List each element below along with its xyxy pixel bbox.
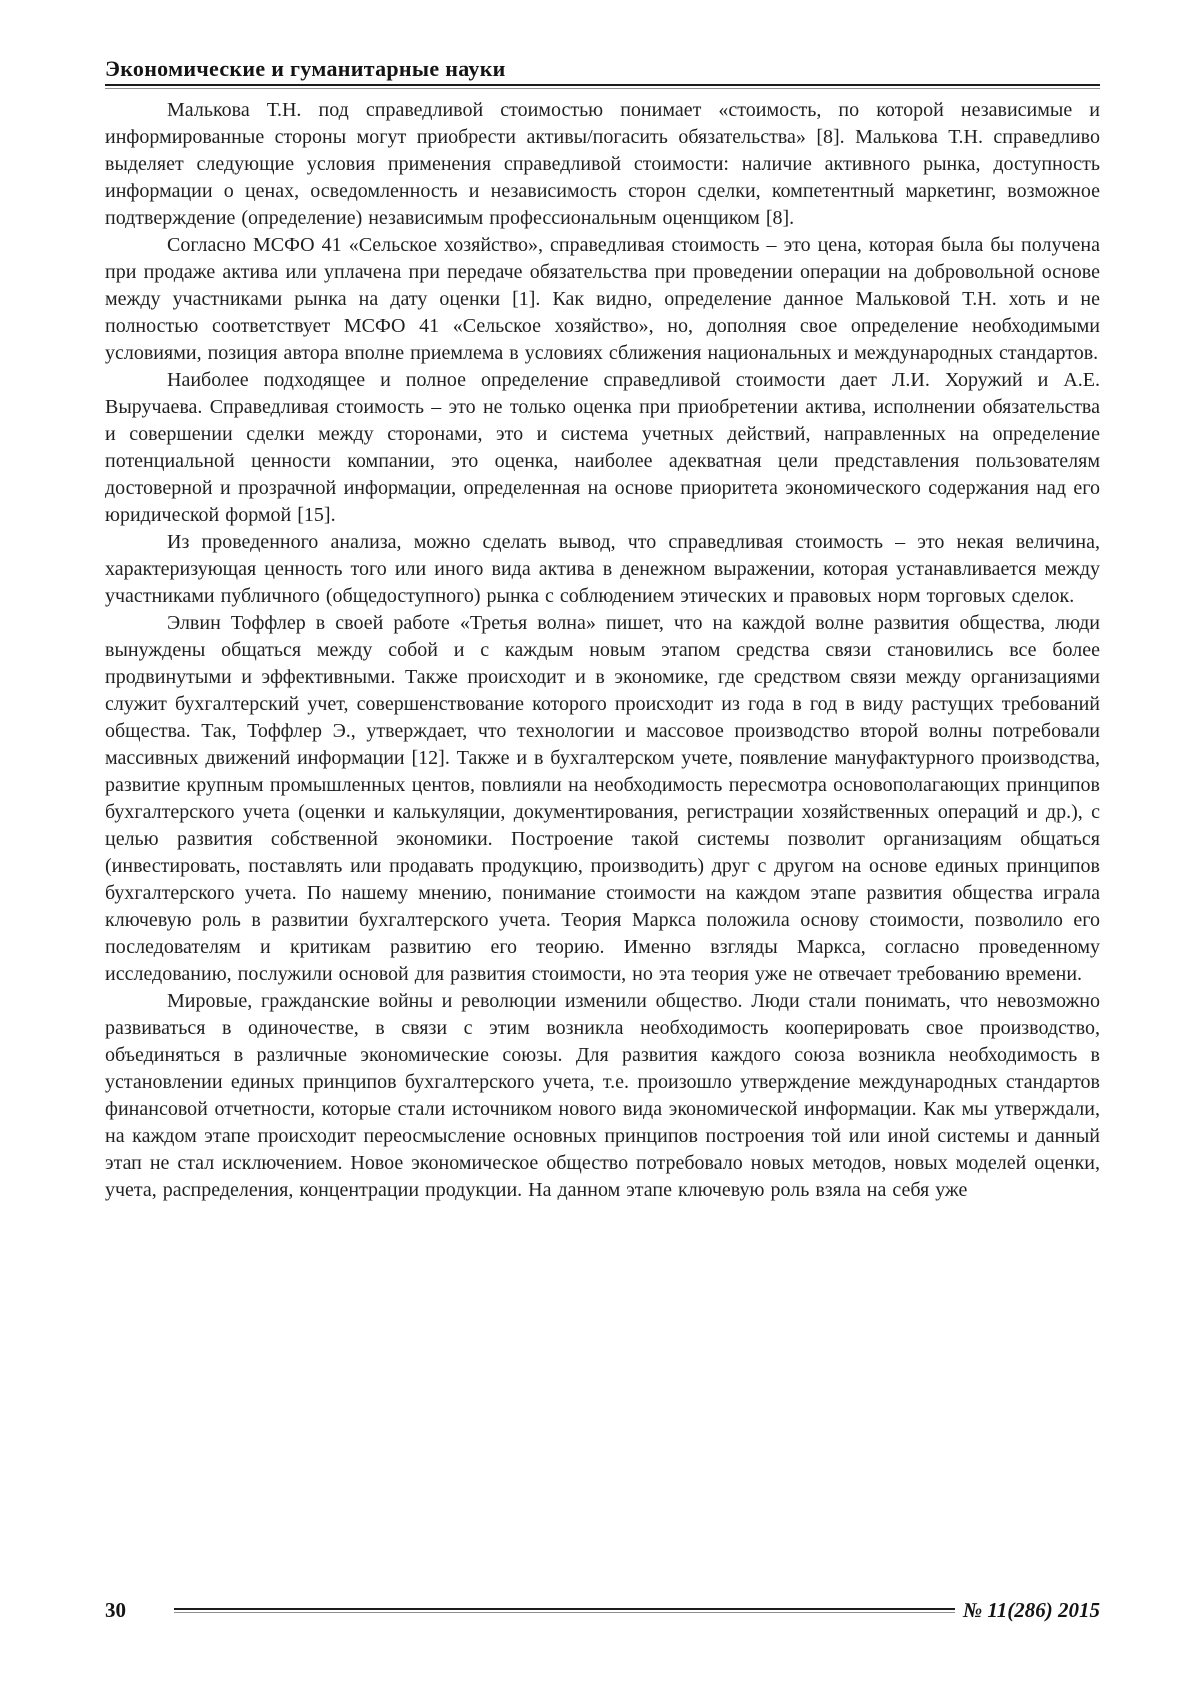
page-header	[105, 56, 1100, 89]
issue-label: № 11(286) 2015	[962, 1598, 1100, 1622]
paragraph-6: Мировые, гражданские войны и революции изменили общество. Люди стали понимать, что невозможно развиваться в одиночестве, в связи с этим возникла необходимость кооперировать свое производство, объединяться в различные экономические союзы. Для развития каждого союза возникла необходимость в установлении единых принципов бухгалтерского учета, т.е. произошло утверждение международных стандартов финансовой отчетности, которые стали источником нового вида экономической информации. Как мы утверждали, на каждом этапе происходит переосмысление основных принципов построения той или иной системы и данный этап не стал исключением. Новое экономическое общество потребовало новых методов, новых моделей оценки, учета, распределения, концентрации продукции. На данном этапе ключевую роль взяла на себя уже	[105, 990, 1100, 1201]
page-number: 30	[105, 1598, 126, 1622]
paragraph-4: Из проведенного анализа, можно сделать вывод, что справедливая стоимость – это некая величина, характеризующая ценность того или иного вида актива в денежном выражении, которая устанавливается между участниками публичного (общедоступного) рынка с соблюдением этических и правовых норм торговых сделок.	[105, 531, 1100, 607]
header-rule	[105, 84, 1100, 89]
footer-rule	[174, 1608, 955, 1613]
paragraph-3: Наиболее подходящее и полное определение справедливой стоимости дает Л.И. Хоружий и А.Е. Выручаева. Справедливая стоимость – это не только оценка при приобретении актива, исполнении обязательства и совершении сделки между сторонами, это и система учетных действий, направленных на определение потенциальной ценности компании, это оценка, наиболее адекватная цели представления пользователям достоверной и прозрачной информации, определенная на основе приоритета экономического содержания над его юридической формой [15].	[105, 369, 1100, 526]
paragraph-2: Согласно МСФО 41 «Сельское хозяйство», справедливая стоимость – это цена, которая была бы получена при продаже актива или уплачена при передаче обязательства при проведении операции на добровольной основе между участниками рынка на дату оценки [1]. Как видно, определение данное Мальковой Т.Н. хоть и не полностью соответствует МСФО 41 «Сельское хозяйство», но, дополняя свое определение необходимыми условиями, позиция автора вполне приемлема в условиях сближения национальных и международных стандартов.	[105, 234, 1100, 364]
running-head-title: Экономические и гуманитарные науки	[105, 56, 506, 81]
page-footer	[105, 1598, 1100, 1623]
article-body	[105, 97, 1100, 1204]
paragraph-1: Малькова Т.Н. под справедливой стоимостью понимает «стоимость, по которой независимые и информированные стороны могут приобрести активы/погасить обязательства» [8]. Малькова Т.Н. справедливо выделяет следующие условия применения справедливой стоимости: наличие активного рынка, доступность информации о ценах, осведомленность и независимость сторон сделки, компетентный маркетинг, возможное подтверждение (определение) независимым профессиональным оценщиком [8].	[105, 99, 1100, 229]
paragraph-5: Элвин Тоффлер в своей работе «Третья волна» пишет, что на каждой волне развития общества, люди вынуждены общаться между собой и с каждым новым этапом средства связи становились все более продвинутыми и эффективными. Также происходит и в экономике, где средством связи между организациями служит бухгалтерский учет, совершенствование которого происходит из года в год в виду растущих требований общества. Так, Тоффлер Э., утверждает, что технологии и массовое производство второй волны потребовали массивных движений информации [12]. Также и в бухгалтерском учете, появление мануфактурного производства, развитие крупным промышленных центов, повлияли на необходимость пересмотра основополагающих принципов бухгалтерского учета (оценки и калькуляции, документирования, регистрации хозяйственных операций и др.), с целью развития собственной экономики. Построение такой системы позволит организациям общаться (инвестировать, поставлять или продавать продукцию, производить) друг с другом на основе единых принципов бухгалтерского учета. По нашему мнению, понимание стоимости на каждом этапе развития общества играла ключевую роль в развитии бухгалтерского учета. Теория Маркса положила основу стоимости, позволило его последователям и критикам развитию его теорию. Именно взгляды Маркса, согласно проведенному исследованию, послужили основой для развития стоимости, но эта теория уже не отвечает требованию времени.	[105, 612, 1100, 985]
